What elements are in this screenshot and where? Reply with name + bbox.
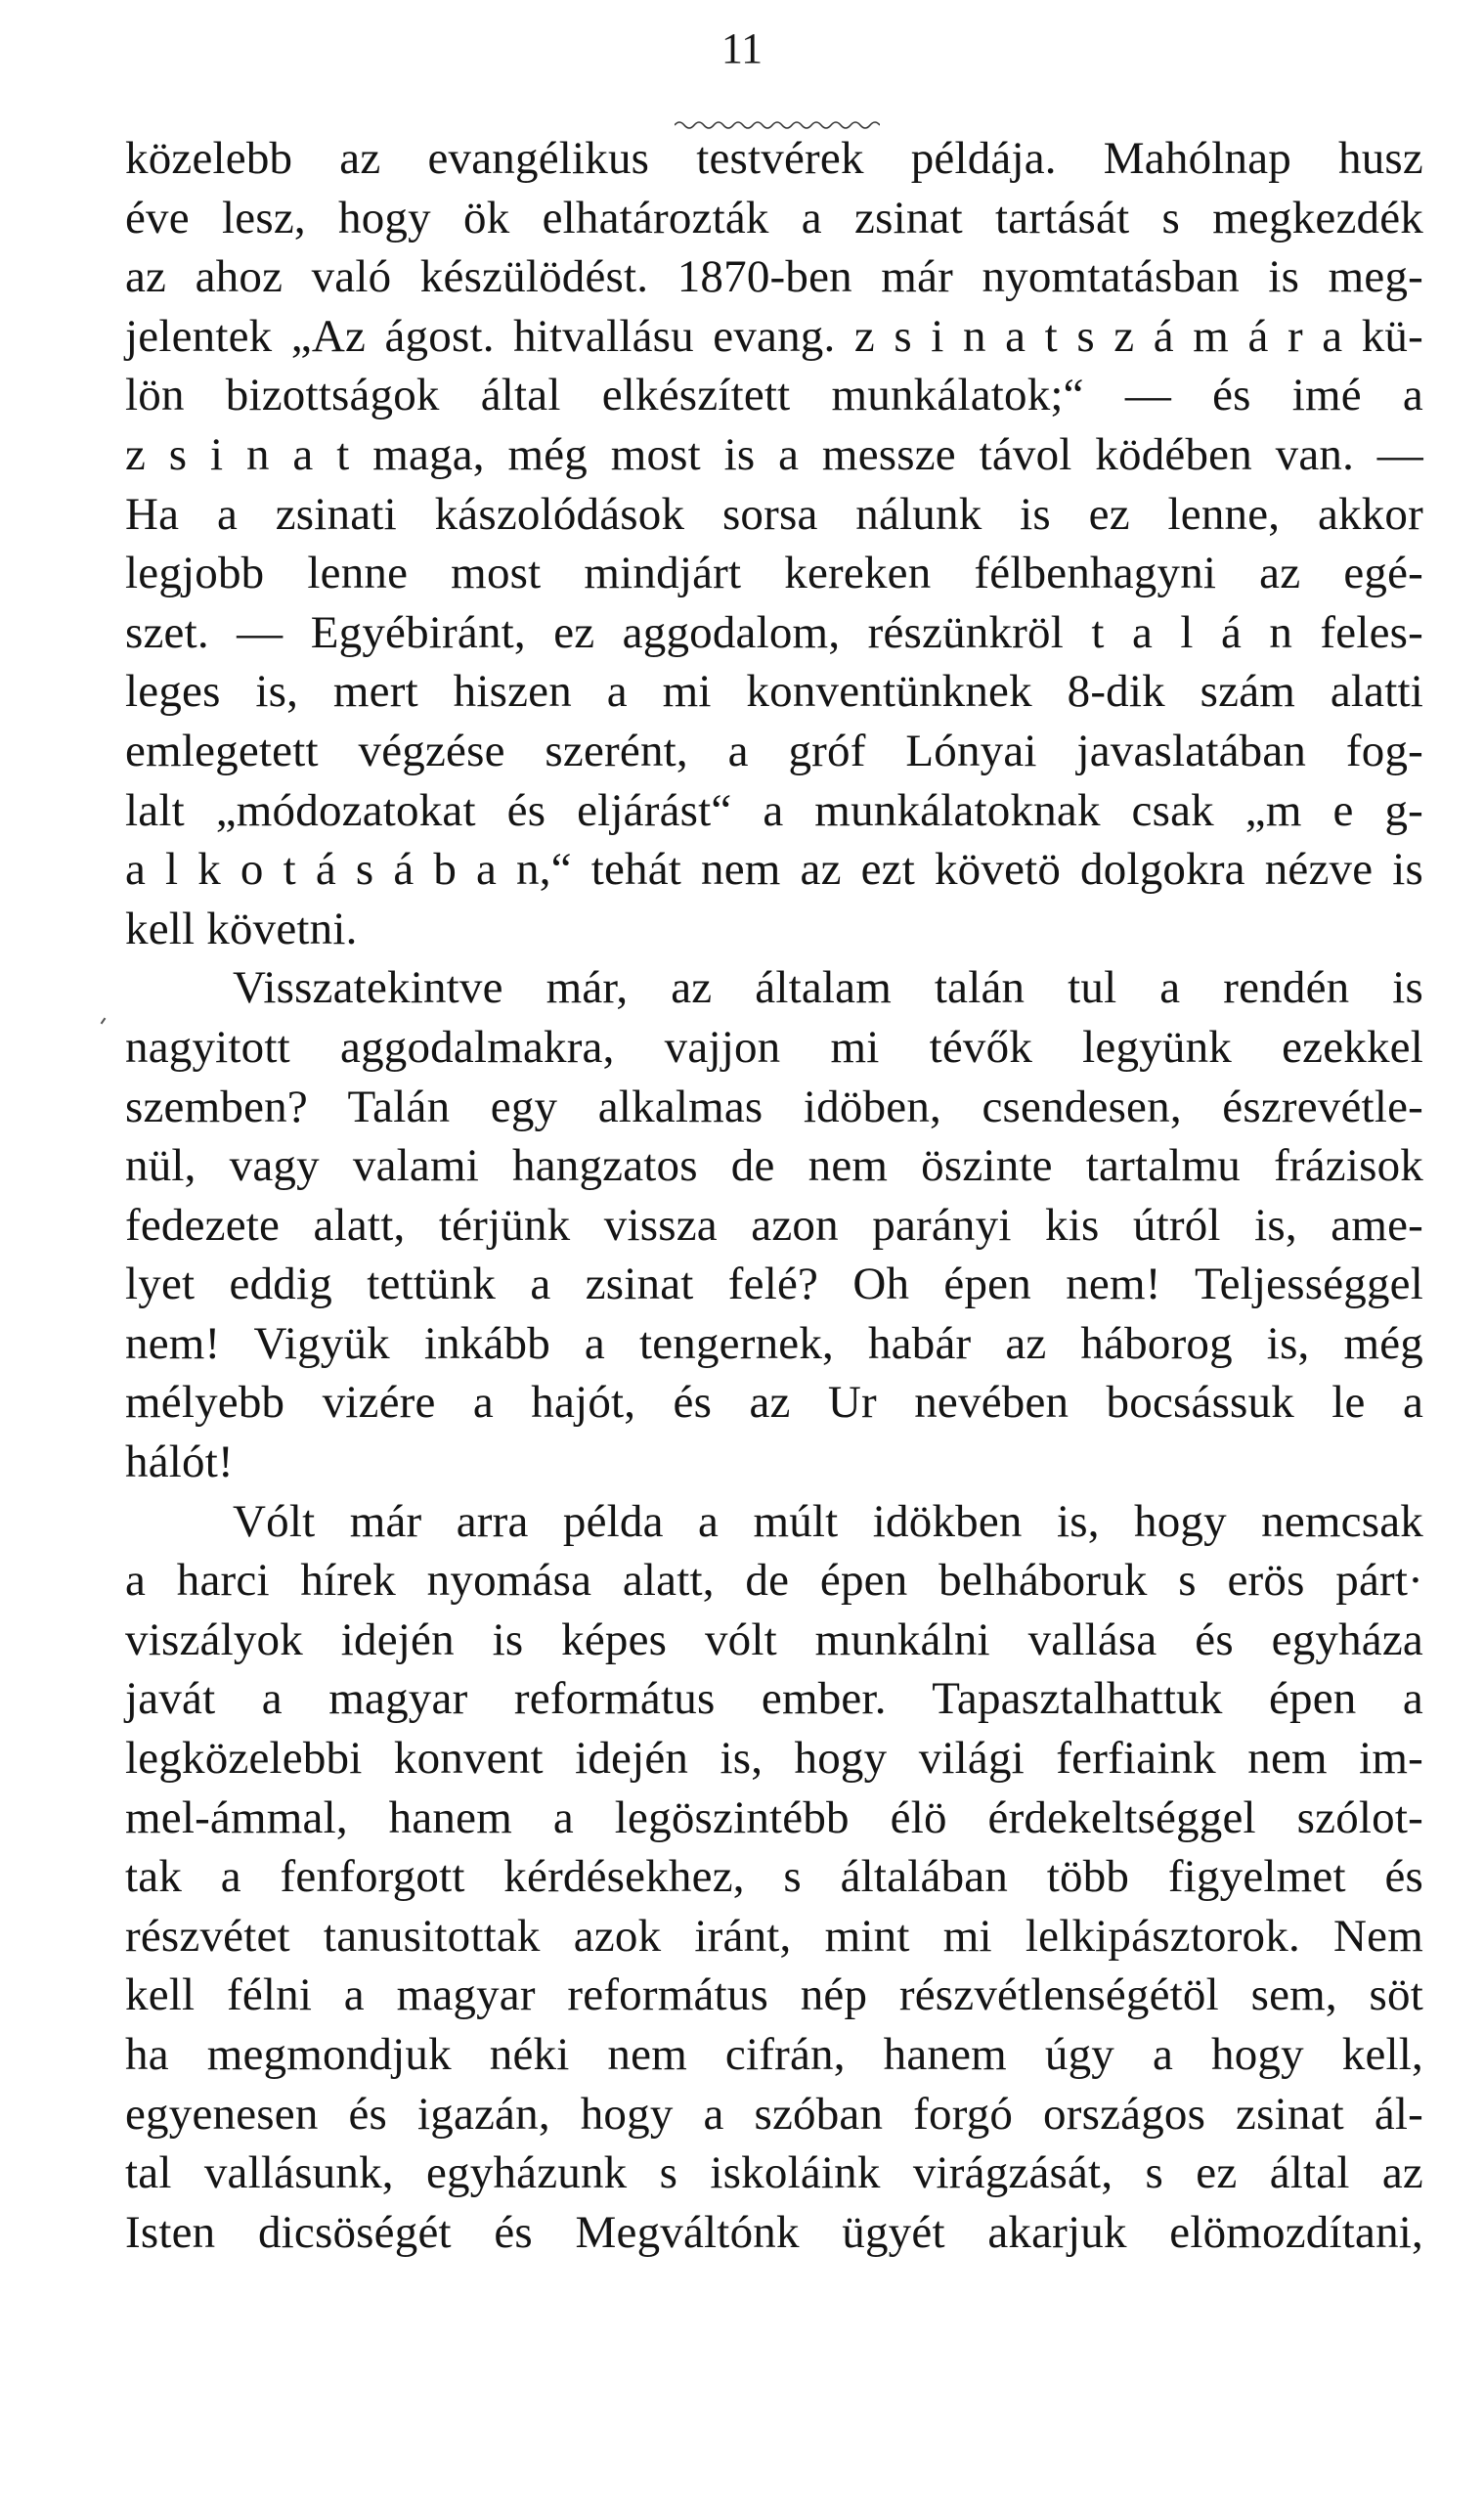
- text-line: Visszatekintve már, az általam talán tul a rendén is: [233, 962, 1423, 1014]
- text-line: egyenesen és igazán, hogy a szóban forgó országos zsinat ál-: [125, 2088, 1423, 2140]
- text-line: legjobb lenne most mindjárt kereken félbenhagyni az egé-: [125, 548, 1423, 599]
- text-line: emlegetett végzése szerént, a gróf Lónyai javaslatában fog-: [125, 725, 1423, 776]
- text-line: szemben? Talán egy alkalmas idöben, csendesen, észrevétle-: [125, 1081, 1423, 1132]
- stray-print-mark: [101, 1018, 107, 1025]
- text-line: z s i n a t maga, még most is a messze távol ködében van. —: [125, 428, 1423, 480]
- text-line: Isten dicsöségét és Megváltónk ügyét akarjuk elömozdítani,: [125, 2206, 1423, 2258]
- text-line: ha megmondjuk néki nem cifrán, hanem úgy a hogy kell,: [125, 2029, 1423, 2080]
- text-line: jelentek „Az ágost. hitvallásu evang. z s i n a t s z á m á r a kü-: [125, 310, 1423, 362]
- text-line: tal vallásunk, egyházunk s iskoláink virágzását, s ez által az: [125, 2147, 1423, 2199]
- body-text: [125, 129, 1423, 2262]
- text-line: a harci hírek nyomása alatt, de épen belháboruk s erös párt·: [125, 1555, 1423, 1607]
- text-line: lyet eddig tettünk a zsinat felé? Oh épen nem! Teljességgel: [125, 1259, 1423, 1310]
- page-number: 11: [720, 24, 764, 72]
- text-line: az ahoz való készülödést. 1870-ben már nyomtatásban is meg-: [125, 251, 1423, 303]
- text-line: leges is, mert hiszen a mi konventünknek 8-dik szám alatti: [125, 666, 1423, 718]
- text-line: nagyitott aggodalmakra, vajjon mi tévők legyünk ezekkel: [125, 1021, 1423, 1073]
- paragraph: [125, 958, 1423, 1491]
- text-line: Vólt már arra példa a múlt idökben is, hogy nemcsak: [233, 1495, 1423, 1547]
- text-line: nül, vagy valami hangzatos de nem öszinte tartalmu frázisok: [125, 1140, 1423, 1192]
- text-line: részvétet tanusitottak azok iránt, mint mi lelkipásztorok. Nem: [125, 1910, 1423, 1962]
- text-line: javát a magyar református ember. Tapasztalhattuk épen a: [125, 1673, 1423, 1725]
- text-line: hálót!: [125, 1436, 234, 1488]
- text-line: lön bizottságok által elkészített munkálatok;“ — és imé a: [125, 370, 1423, 421]
- text-line: mélyebb vizére a hajót, és az Ur nevében bocsássuk le a: [125, 1377, 1423, 1429]
- text-line: éve lesz, hogy ök elhatározták a zsinat tartását s megkezdék: [125, 192, 1423, 243]
- paragraph: [125, 129, 1423, 958]
- text-line: kell követni.: [125, 903, 358, 954]
- text-line: legközelebbi konvent idején is, hogy világi ferfiaink nem im-: [125, 1733, 1423, 1785]
- text-line: kell félni a magyar református nép részvétlenségétöl sem, söt: [125, 1969, 1423, 2021]
- text-line: viszályok idején is képes vólt munkálni vallása és egyháza: [125, 1613, 1423, 1665]
- paragraph: [125, 1492, 1423, 2263]
- text-line: nem! Vigyük inkább a tengernek, habár az háborog is, még: [125, 1317, 1423, 1369]
- text-line: tak a fenforgott kérdésekhez, s általában több figyelmet és: [125, 1851, 1423, 1903]
- text-line: lalt „módozatokat és eljárást“ a munkálatoknak csak „m e g-: [125, 784, 1423, 836]
- text-line: közelebb az evangélikus testvérek példája. Mahólnap husz: [125, 133, 1423, 184]
- text-line: Ha a zsinati kászolódások sorsa nálunk is ez lenne, akkor: [125, 488, 1423, 540]
- text-line: szet. — Egyébiránt, ez aggodalom, részünkröl t a l á n feles-: [125, 606, 1423, 658]
- text-line: mel-ámmal, hanem a legöszintébb élö érdekeltséggel szólot-: [125, 1791, 1423, 1843]
- text-line: fedezete alatt, térjünk vissza azon parányi kis útról is, ame-: [125, 1199, 1423, 1251]
- text-line: a l k o t á s á b a n,“ tehát nem az ezt követö dolgokra nézve is: [125, 844, 1423, 896]
